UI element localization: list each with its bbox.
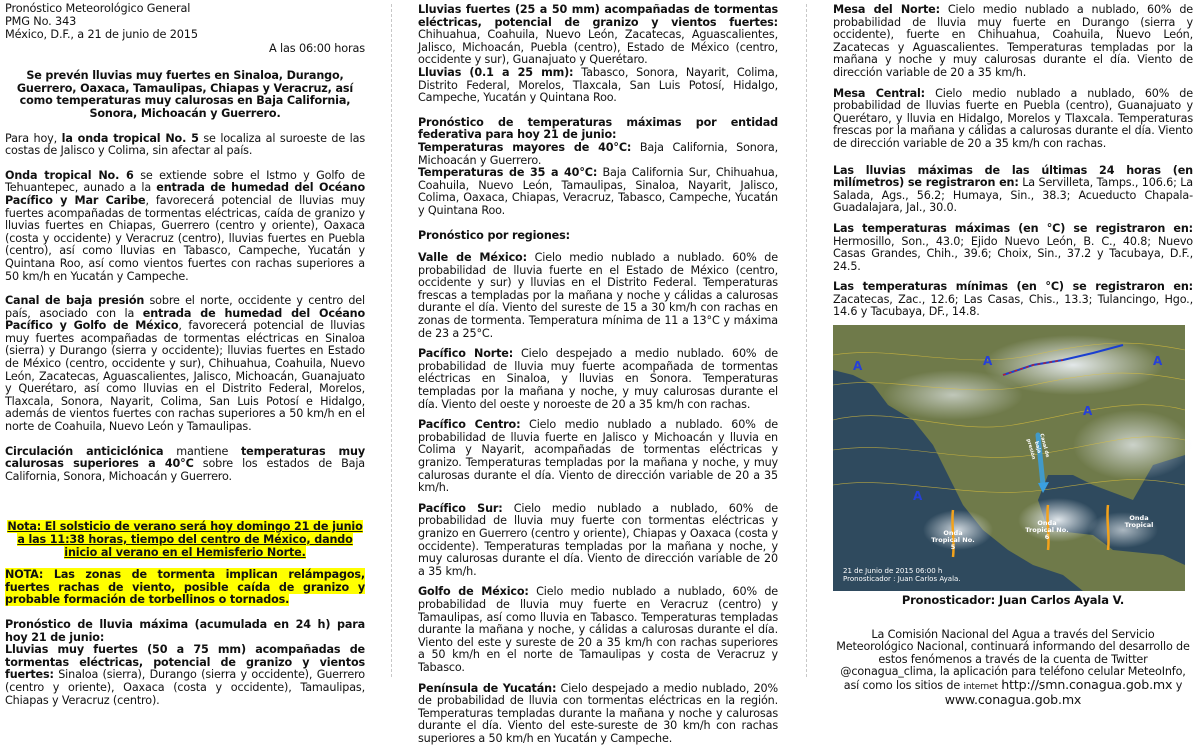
satellite-caption-forecaster: Pronosticador : Juan Carlos Ayala. [843,575,961,583]
region-text: Cielo medio nublado a nublado, 60% de probabilidad de lluvias fuerte en Puebla (centro), Guanajuato y Querétaro, y lluvia en Hidalgo, Morelos y Tlaxcala. Temperaturas frescas por la mañana y cálidas a calurosas durante el día. Viento de dirección variable de 20 a 35 km/h con rachas. [833,87,1193,150]
temp-mayores-40 [418,142,778,167]
region-name: Mesa del Norte: [833,3,940,16]
region-mesa-central [833,88,1193,151]
canal-bold2: entrada de humedad del Océano Pacífico y Golfo de México [5,307,365,333]
onda6-text1: se extiende sobre el Istmo y Golfo de Tehuantepec, aunado a la [5,169,365,195]
region-name: Valle de México: [418,251,527,264]
canal-text1: sobre el norte, occidente y centro del país, asociado con la [5,294,365,320]
region-text: Cielo medio nublado a nublado, 60% de probabilidad de lluvia muy fuerte en Veracruz (centro) y Tamaulipas, así como lluvia en Tabasco. Temperaturas templadas durante la mañana y noche, y cálidas a calurosas durante el día. Viento del este y sureste de 20 a 35 km/h con rachas superiores a 50 km/h en el norte de Tamaulipas y costa de Veracruz y Tabasco. [418,585,778,674]
region-mesa-norte [833,4,1193,80]
satellite-caption [843,567,961,583]
footer-url-conagua[interactable]: www.conagua.gob.mx [945,692,1082,707]
region-name: Pacífico Centro: [418,418,520,431]
regiones-title [418,230,778,243]
region-name: Golfo de México: [418,585,529,598]
canal-text2: , favorecerá potencial de lluvias muy fuertes acompañadas de tormentas eléctricas en Sinaloa (sierra) y Durango (sierra y occidente); lluvias fuertes en Estado de México (centro, occidente y sur), Chihuahua, Coahuila, Nuevo León, Zacatecas, Aguascalientes, Jalisco, Michoacán, Guanajuato y Querétaro, así como lluvias en el Distrito Federal, Morelos, Tlaxcala, Sonora, Nayarit, Colima, San Luis Potosí e Hidalgo, además de vientos fuertes con rachas superiores a 50 km/h en el norte de Coahuila, Nuevo León y Tamaulipas. [5,319,365,433]
region-pacifico-centro [418,419,778,495]
footer-text [833,629,1193,708]
high-pressure-A-1: A [853,359,863,373]
circ-text1: mantiene [176,445,228,458]
region-name: Península de Yucatán: [418,682,556,695]
temp-mayores-text: Baja California, Sonora, Michoacán y Guerrero. [418,141,778,167]
temp-max-title-text: Pronóstico de temperaturas máximas por entidad federativa para hoy 21 de junio: [418,116,778,142]
label-onda-5: Onda Tropical No. 5 [931,530,975,551]
temp-mayores-label: Temperaturas mayores de 40°C: [418,141,631,154]
para-hoy-text: se localiza al suroeste de las costas de Jalisco y Colima, sin afectar al país. [5,132,365,158]
lluvias-muy-fuertes [5,644,365,707]
circ-bold1: Circulación anticiclónica [5,445,163,458]
summary [5,70,365,120]
pronosticador: Pronosticador: Juan Carlos Ayala V. [833,594,1193,607]
summary-text: Se prevén lluvias muy fuertes en Sinaloa, Durango, Guerrero, Oaxaca, Tamaulipas, Chiapas y Veracruz, así como temperaturas muy calurosas en Baja California, Sonora, Michoacán y Guerrero. [17,69,353,120]
lluvias-fuertes [418,4,778,67]
high-pressure-A-5: A [913,489,923,503]
column-3 [833,0,1193,681]
high-pressure-A-3: A [1153,354,1163,368]
bulletin-number: PMG No. 343 [5,16,365,29]
circulacion-anticiclonica [5,446,365,484]
column-divider-left [391,4,392,677]
region-text: Cielo despejado a medio nublado, 20% de probabilidad de lluvia con tormentas eléctricas en la región. Temperaturas templadas durante la mañana y noche y calurosas durante el día. Viento del este-sureste de 30 km/h con rachas superiores a 50 km/h en Yucatán y Campeche. [418,682,778,745]
onda-7-axis [1107,505,1108,550]
region-text: Cielo medio nublado a nublado. 60% de probabilidad de lluvia fuerte en el Estado de México (centro, occidente y sur) y lluvias en el Distrito Federal. Temperaturas frescas a templadas por la mañana y noche y cálidas a calurosas durante el día. Viento del sureste de 15 a 30 km/h con rachas en zonas de tormenta. Temperatura mínima de 11 a 13°C y máxima de 23 a 25°C. [418,251,778,340]
footer-internet: internet [963,682,997,692]
cloud-band-west [883,370,1023,420]
tmin-reg-text: Zacatecas, Zac., 12.6; Las Casas, Chis., 13.3; Tulancingo, Hgo., 14.6 y Tacubaya, DF., 14.8. [833,293,1193,319]
lluvias-fuertes-text: Chihuahua, Coahuila, Nuevo León, Zacatecas, Aguascalientes, Jalisco, Michoacán, Puebla (centro), Estado de México (centro, occidente y sur), Guanajuato y Querétaro. [418,28,778,66]
region-peninsula-yucatan [418,683,778,745]
onda6-text2: , favorecerá potencial de lluvias muy fuertes acompañadas de tormentas eléctricas, caída de granizo y lluvias fuertes en Chiapas, Guerrero (centro y oriente), Oaxaca (costa y occidente) y Veracruz (centro), lluvias fuertes en Puebla (centro), así como lluvias en Tabasco, Campeche, Yucatán y Quintana Roo, así como vientos fuertes con rachas superiores a 50 km/h en Yucatán y Campeche. [5,194,365,283]
tmax-reg-label: Las temperaturas máximas (en °C) se registraron en: [833,222,1193,235]
nota-tormentas-text: NOTA: Las zonas de tormenta implican relámpagos, fuertes rachas de viento, posible caída de granizo y probable formación de torbellinos o tornados. [5,568,365,606]
cloud-atlantic [1073,410,1193,480]
onda-tropical-6 [5,170,365,283]
onda6-bold1: Onda tropical No. 6 [5,169,134,182]
lluvia-max-title-text: Pronóstico de lluvia máxima (acumulada en 24 h) para hoy 21 de junio: [5,618,365,644]
region-name: Mesa Central: [833,87,925,100]
lluvias-24h [833,165,1193,215]
region-name: Pacífico Sur: [418,502,503,515]
high-pressure-A-4: A [1083,404,1093,418]
nota-solsticio-text: Nota: El solsticio de verano será hoy domingo 21 de junio a las 11:38 horas, tiempo del centro de México, dando inicio al verano en el Hemisferio Norte. [7,520,362,558]
region-text: Cielo medio nublado a nublado. 60% de probabilidad de lluvia fuerte en Jalisco y Michoacán y lluvia en Colima y Nayarit, acompañadas de tormentas eléctricas y granizo. Temperaturas templadas por la mañana y noche, y muy calurosas durante el día. Viento de dirección variable de 20 a 35 km/h. [418,418,778,494]
lluvias-muy-fuertes-label: Lluvias muy fuertes (50 a 75 mm) acompañadas de tormentas eléctricas, potencial de granizo y vientos fuertes: [5,643,365,681]
lluvias-muy-fuertes-text: Sinaloa (sierra), Durango (sierra y occidente), Guerrero (centro y oriente), Oaxaca (costa y occidente), Tamaulipas, Chiapas y Veracruz (centro). [5,668,365,706]
circ-text2: sobre los estados de Baja California, Sonora, Michoacán y Guerrero. [5,457,365,483]
label-onda-6: Onda Tropical No. 6 [1025,520,1069,541]
footer-and: y [1176,679,1182,692]
satellite-map-graphic [833,325,1185,591]
column-divider-right [806,4,807,677]
onda6-bold2: entrada de humedad del Océano Pacífico y Mar Caribe [5,181,365,207]
label-canal: Canal de baja presión [1023,430,1051,464]
column-1 [5,0,365,681]
lluvias-text: Tabasco, Sonora, Nayarit, Colima, Distrito Federal, Morelos, Tlaxcala, San Luis Potosí, Hidalgo, Campeche, Yucatán y Quintana Roo. [418,66,778,104]
lluvias-label: Lluvias (0.1 a 25 mm): [418,66,573,79]
temp-max-registradas [833,223,1193,273]
canal-baja-presion [5,295,365,434]
region-text: Cielo despejado a medio nublado. 60% de probabilidad de lluvia muy fuerte acompañada de tormentas eléctricas en Sinaloa, y lluvias en Sonora. Temperaturas templadas por la mañana y noche, y muy calurosas durante el día. Viento del oeste y noroeste de 20 a 35 km/h con rachas. [418,347,778,410]
lluvias-24h-text: La Servilleta, Tamps., 106.6; La Salada, Ags., 56.2; Humaya, Sin., 38.3; Acueducto Chapala-Guadalajara, Jal., 30.0. [833,176,1193,214]
bulletin-date: México, D.F., a 21 de junio de 2015 [5,29,365,42]
temp-rango-label: Temperaturas de 35 a 40°C: [418,166,597,179]
region-valle-mexico [418,252,778,340]
regiones-title-text: Pronóstico por regiones: [418,229,570,242]
nota-solsticio [5,521,365,559]
region-text: Cielo medio nublado a nublado, 60% de probabilidad de lluvia muy fuerte con tormentas eléctricas y granizo en Guerrero (centro y oriente), Chiapas y Oaxaca (costa y occidente). Temperaturas templadas por la mañana y noche, y muy calurosas durante el día. Viento de dirección variable de 20 a 35 km/h. [418,502,778,578]
region-pacifico-norte [418,348,778,411]
high-pressure-A-2: A [983,354,993,368]
temp-35-40 [418,167,778,217]
footer-body: La Comisión Nacional del Agua a través del Servicio Meteorológico Nacional, continuará informando del desarrollo de estos fenómenos a través de la cuenta de Twitter @conagua_clima, la aplicación para teléfono celular MeteoInfo, así como los sitios de [836,628,1190,692]
para-hoy-bold: la onda tropical No. 5 [62,132,199,145]
para-hoy-lead: Para hoy, [5,132,57,145]
region-golfo-mexico [418,586,778,674]
lluvias-fuertes-label: Lluvias fuertes (25 a 50 mm) acompañadas de tormentas eléctricas, potencial de granizo y vientos fuertes: [418,3,778,29]
lluvias-24h-label: Las lluvias máximas de las últimas 24 horas (en milímetros) se registraron en: [833,164,1193,190]
tmin-reg-label: Las temperaturas mínimas (en °C) se registraron en: [833,280,1193,293]
satellite-image [833,325,1185,591]
para-hoy [5,133,365,158]
temp-min-registradas [833,281,1193,319]
footer-url-smn[interactable]: http://smn.conagua.gob.mx [1001,677,1172,692]
bulletin-time: A las 06:00 horas [5,43,365,56]
region-text: Cielo medio nublado a nublado, 60% de probabilidad de lluvia muy fuerte en Durango (sierra y occidente), fuerte en Chihuahua, Coahuila, Nuevo León, Zacatecas y Aguascalientes. Temperaturas templadas por la mañana y noche y muy calurosas durante el día. Viento de dirección variable de 20 a 35 km/h. [833,3,1193,79]
satellite-caption-date: 21 de Junio de 2015 06:00 h [843,567,961,575]
label-onda-7: Onda Tropical [1119,515,1159,529]
lluvia-max-title [5,619,365,644]
region-pacifico-sur [418,503,778,579]
circ-bold2: temperaturas muy calurosas superiores a 40°C [5,445,365,471]
canal-bold1: Canal de baja presión [5,294,144,307]
tmax-reg-text: Hermosillo, Son., 43.0; Ejido Nuevo León, B. C., 40.8; Nuevo Casas Grandes, Chih., 39.6; Choix, Sin., 37.2 y Tacubaya, D.F., 24.5. [833,235,1193,273]
temp-max-title [418,117,778,142]
region-name: Pacífico Norte: [418,347,513,360]
lluvias [418,67,778,105]
column-2 [418,0,778,681]
nota-tormentas [5,569,365,607]
bulletin-title: Pronóstico Meteorológico General [5,3,365,16]
temp-rango-text: Baja California Sur, Chihuahua, Coahuila, Nuevo León, Tamaulipas, Sinaloa, Nayarit, Jalisco, Colima, Oaxaca, Chiapas, Veracruz, Tabasco, Campeche, Yucatán y Quintana Roo. [418,166,778,217]
